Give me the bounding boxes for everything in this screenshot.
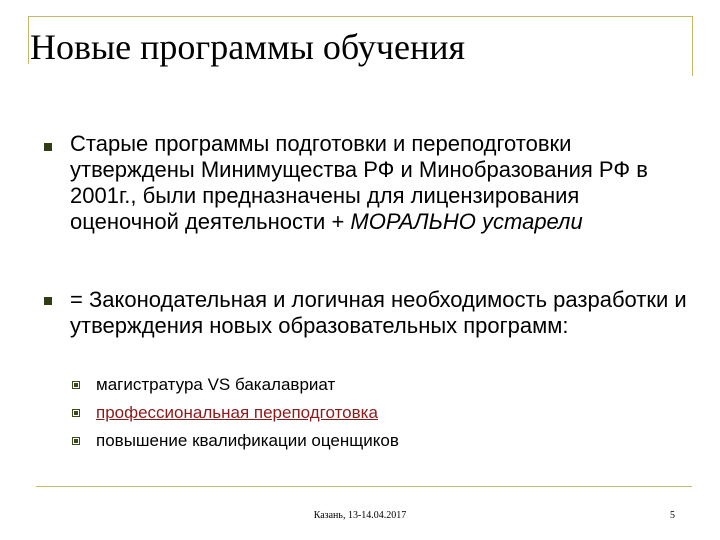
bullet-1 — [70, 131, 690, 235]
sub-bullet-icon — [72, 437, 80, 445]
frame-right-line — [692, 16, 693, 76]
sub-item-1: магистратура VS бакалавриат — [96, 375, 336, 394]
sub-item-2-link[interactable]: профессиональная переподготовка — [96, 403, 378, 422]
bullet-square-icon — [44, 143, 52, 151]
bullet-1-text: Старые программы подготовки и переподготовки утверждены Минимущества РФ и Минобразования РФ в 2001г., были предназначены для лицензирования оценочной деятельности + — [70, 131, 648, 234]
frame-top-line — [28, 16, 692, 17]
frame-left-line — [28, 16, 29, 64]
slide-title: Новые программы обучения — [30, 27, 466, 67]
sub-bullet-icon — [72, 381, 80, 389]
footer-text: Казань, 13-14.04.2017 — [313, 510, 407, 521]
bullet-1-italic-text: МОРАЛЬНО устарели — [350, 209, 583, 234]
bullet-2: = Законодательная и логичная необходимость разработки и утверждения новых образовательных программ: — [70, 287, 687, 338]
bullet-square-icon — [44, 297, 52, 305]
sub-bullet-icon — [72, 409, 80, 417]
sub-item-3: повышение квалификации оценщиков — [96, 431, 399, 450]
page-number: 5 — [670, 510, 675, 521]
footer-divider — [36, 486, 692, 487]
